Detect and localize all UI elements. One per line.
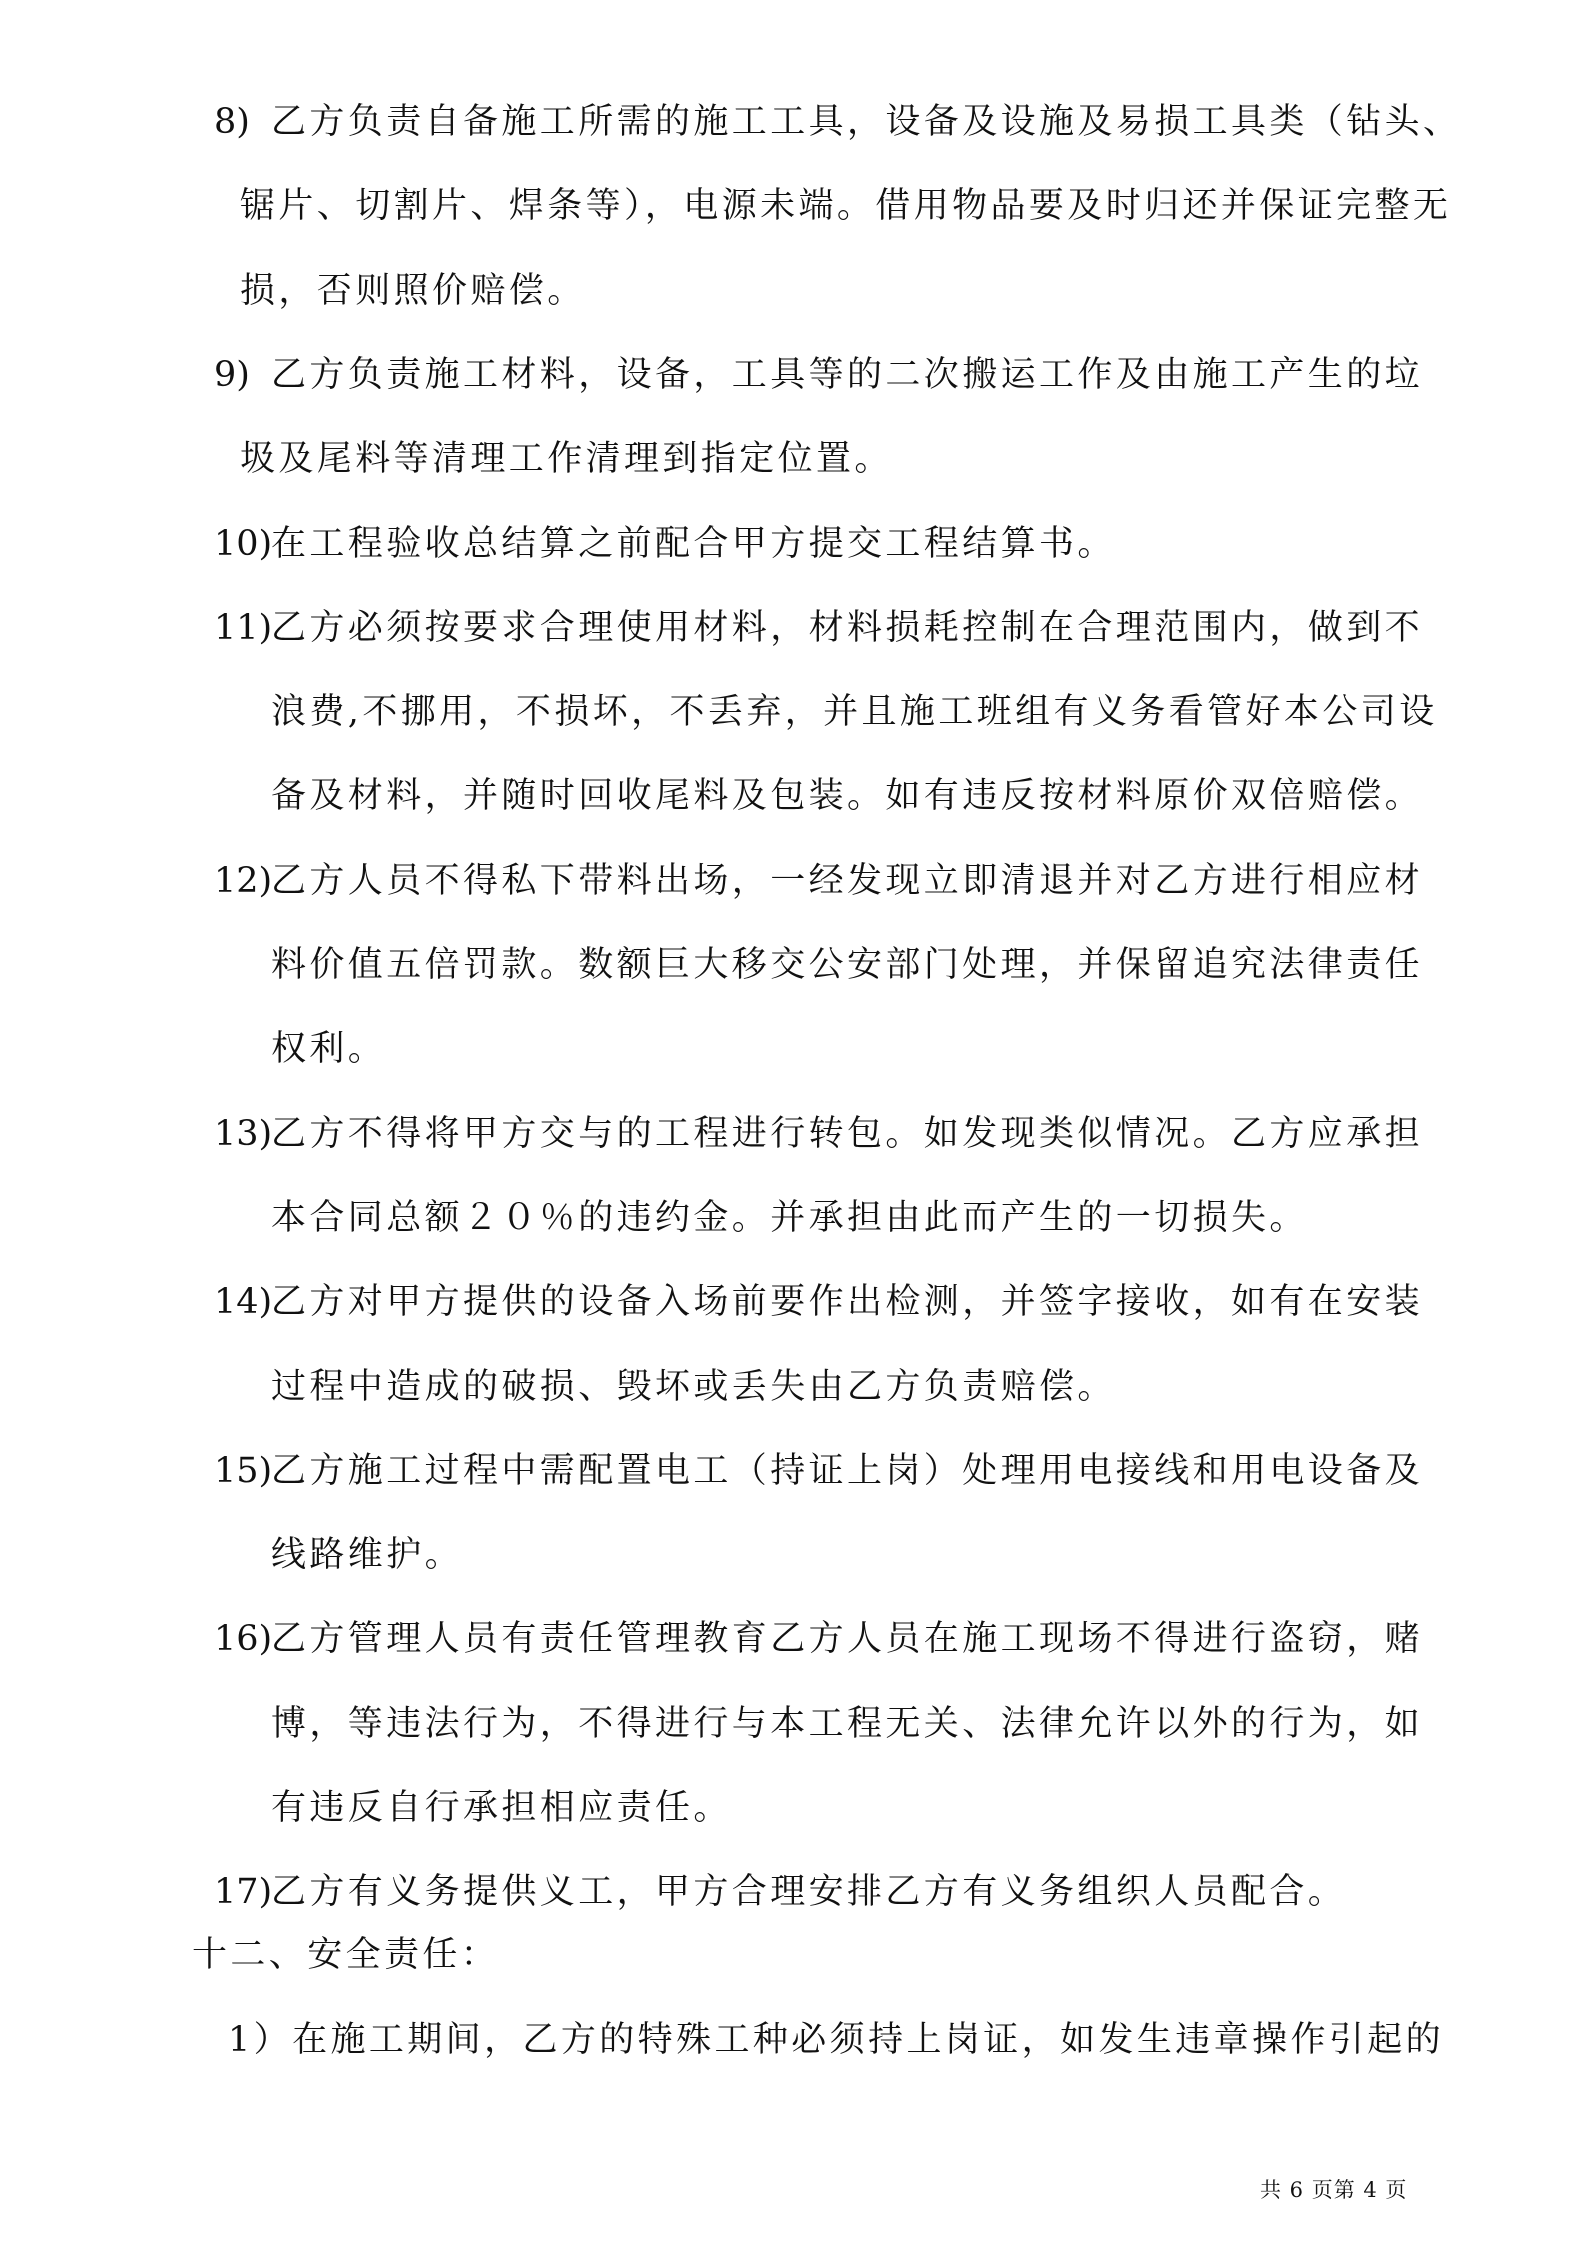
clause-text-line: 料价值五倍罚款。数额巨大移交公安部门处理，并保留追究法律责任 <box>271 945 1424 985</box>
clause-number: 16) <box>214 1619 273 1660</box>
clause-text-line: 在工程验收总结算之前配合甲方提交工程结算书。 <box>271 523 1116 564</box>
clause-number: 14) <box>214 1282 273 1323</box>
clause-number: 12) <box>214 860 273 901</box>
clause-number: 9) <box>214 354 250 395</box>
clause-number: 15) <box>214 1450 273 1491</box>
clause-text-line: 损，否则照价赔偿。 <box>240 270 586 311</box>
clause-text-line: 乙方施工过程中需配置电工（持证上岗）处理用电接线和用电设备及 <box>271 1450 1424 1491</box>
section-heading: 十二、安全责任： <box>192 1935 500 1975</box>
clause-text-line: 乙方负责施工材料，设备，工具等的二次搬运工作及由施工产生的垃 <box>271 354 1424 395</box>
clause-text-line: 博，等违法行为，不得进行与本工程无关、法律允许以外的行为，如 <box>271 1703 1424 1744</box>
clause-text-line: 乙方不得将甲方交与的工程进行转包。如发现类似情况。乙方应承担 <box>271 1113 1424 1154</box>
clause-text-line: 备及材料，并随时回收尾料及包装。如有违反按材料原价双倍赔偿。 <box>271 776 1424 817</box>
clause-text-line: 有违反自行承担相应责任。 <box>271 1788 732 1828</box>
section-item-text: 1）在施工期间，乙方的特殊工种必须持上岗证，如发生违章操作引起的 <box>228 2020 1445 2060</box>
clause-number: 8) <box>214 102 250 142</box>
clause-text-line: 乙方对甲方提供的设备入场前要作出检测，并签字接收，如有在安装 <box>271 1282 1424 1323</box>
page-footer: 共 6 页第 4 页 <box>1260 2178 1408 2202</box>
clause-number: 11) <box>214 607 273 648</box>
clause-text-line: 乙方管理人员有责任管理教育乙方人员在施工现场不得进行盗窃，赌 <box>271 1619 1424 1660</box>
clause-text-line: 浪费,不挪用，不损坏，不丢弃，并且施工班组有义务看管好本公司设 <box>271 692 1438 733</box>
clause-text-line: 圾及尾料等清理工作清理到指定位置。 <box>240 439 893 480</box>
clause-text-line: 线路维护。 <box>271 1535 464 1576</box>
clause-text-line: 本合同总额２０％的违约金。并承担由此而产生的一切损失。 <box>271 1197 1308 1238</box>
clause-number: 10) <box>214 523 273 564</box>
clause-number: 13) <box>214 1113 273 1154</box>
clause-number: 17) <box>214 1872 273 1913</box>
clause-text-line: 过程中造成的破损、毁坏或丢失由乙方负责赔偿。 <box>271 1366 1116 1407</box>
clause-text-line: 乙方必须按要求合理使用材料，材料损耗控制在合理范围内，做到不 <box>271 607 1424 648</box>
clause-text-line: 乙方负责自备施工所需的施工工具，设备及设施及易损工具类（钻头、 <box>271 102 1462 142</box>
clause-text-line: 乙方有义务提供义工，甲方合理安排乙方有义务组织人员配合。 <box>271 1872 1347 1913</box>
clause-text-line: 权利。 <box>271 1029 387 1070</box>
clause-text-line: 锯片、切割片、焊条等），电源未端。借用物品要及时归还并保证完整无 <box>240 186 1452 227</box>
clause-text-line: 乙方人员不得私下带料出场，一经发现立即清退并对乙方进行相应材 <box>271 860 1424 901</box>
